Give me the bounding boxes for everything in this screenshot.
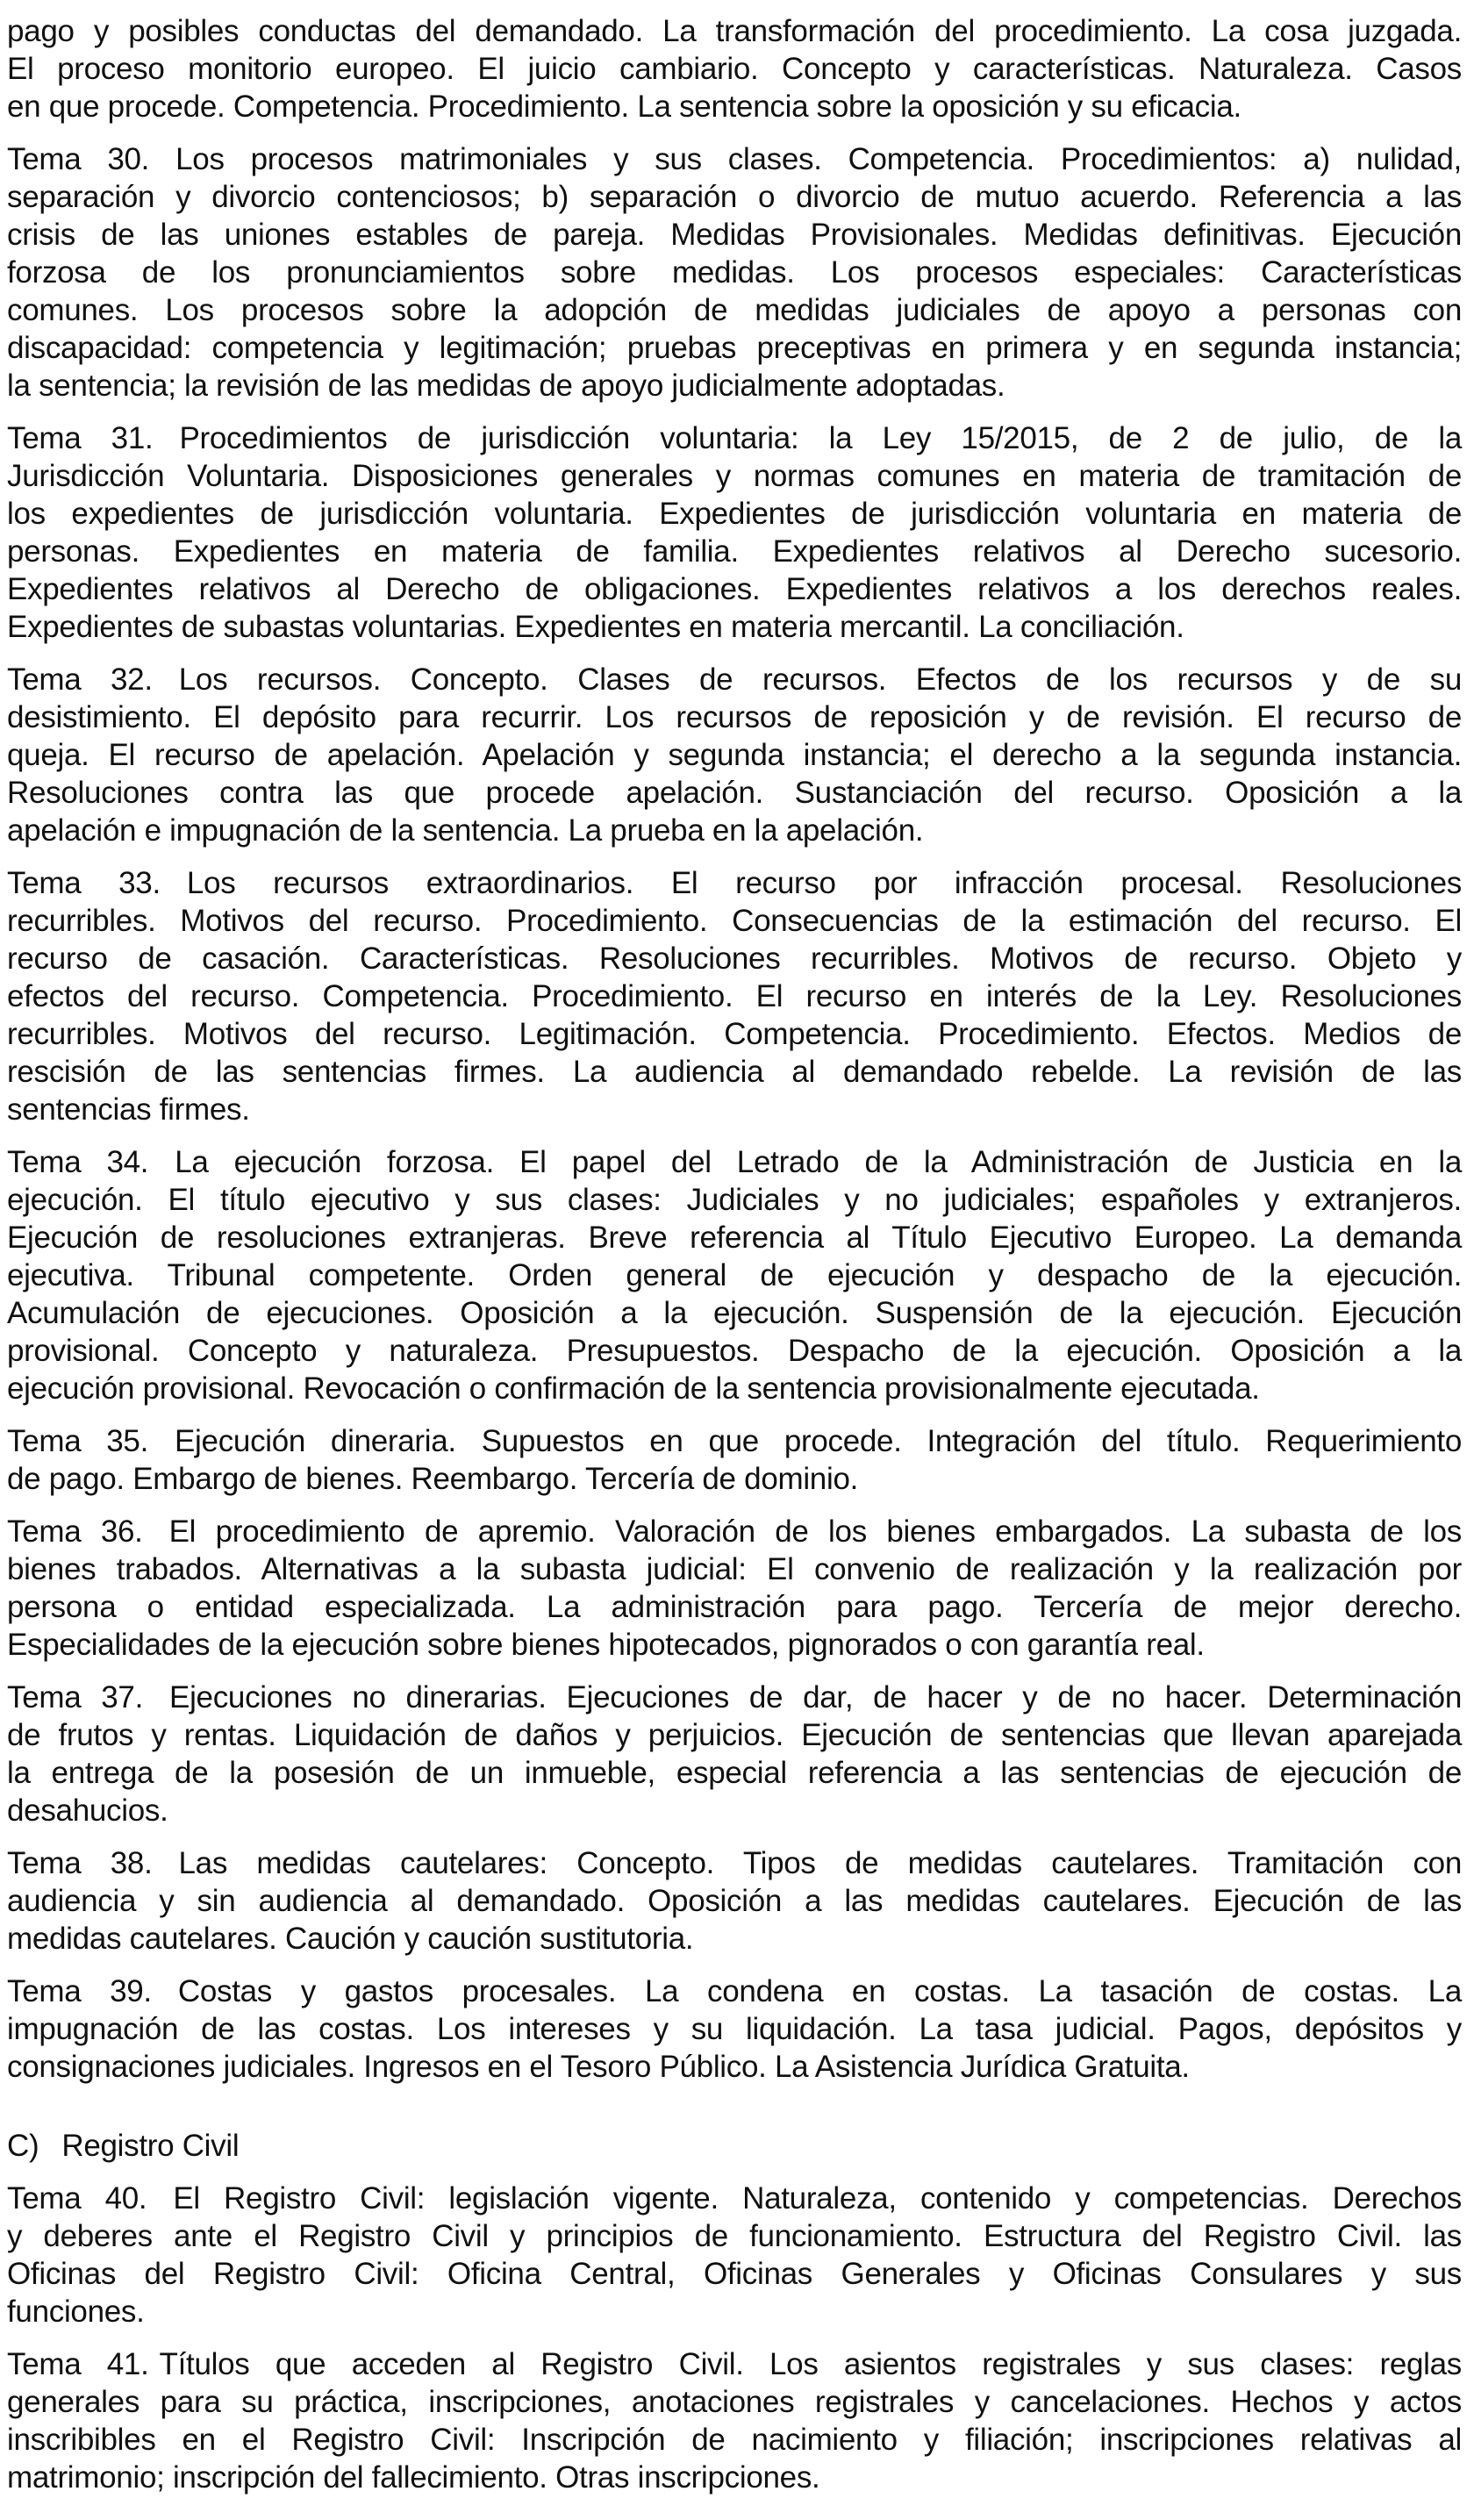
paragraph-tema-39 [7,1972,1462,2086]
tema-label: Tema 32. [7,662,153,697]
tema-first-line-text: Títulos que acceden al Registro Civil. Los asientos registrales y sus clases: reglas [159,2347,1462,2381]
text-line: persona o entidad especializada. La administración para pago. Tercería de mejor derecho. [7,1590,1462,1624]
text-line [7,419,1462,457]
text-line: desahucios. [7,1793,168,1828]
text-line [7,1972,1462,2010]
text-line: forzosa de los pronunciamientos sobre medidas. Los procesos especiales: Características [7,255,1462,290]
text-line: recurribles. Motivos del recurso. Legitimación. Competencia. Procedimiento. Efectos. Medios de [7,1017,1462,1051]
text-line: queja. El recurso de apelación. Apelación y segunda instancia; el derecho a la segunda instancia. [7,738,1462,772]
paragraph-tema-35 [7,1422,1462,1498]
text-line [7,1143,1462,1181]
paragraph-tema-38 [7,1844,1462,1958]
text-line: la entrega de la posesión de un inmueble, especial referencia a las sentencias de ejecución de [7,1756,1462,1790]
text-line: en que procede. Competencia. Procedimiento. La sentencia sobre la oposición y su eficacia. [7,89,1241,124]
text-line: discapacidad: competencia y legitimación; pruebas preceptivas en primera y en segunda instancia; [7,331,1462,365]
section-letter: C) [7,2129,39,2163]
paragraph-continuation [7,12,1462,125]
text-line: bienes trabados. Alternativas a la subasta judicial: El convenio de realización y la realización por [7,1552,1462,1586]
tema-label: Tema 31. [7,421,154,455]
text-line: apelación e impugnación de la sentencia. La prueba en la apelación. [7,813,924,848]
text-line: ejecución. El título ejecutivo y sus clases: Judiciales y no judiciales; españoles y extranjeros. [7,1183,1462,1217]
text-line: Especialidades de la ejecución sobre bienes hipotecados, pignorados o con garantía real. [7,1628,1205,1662]
tema-first-line-text: Los procesos matrimoniales y sus clases. Competencia. Procedimientos: a) nulidad, [175,142,1462,176]
text-line: la sentencia; la revisión de las medidas de apoyo judicialmente adoptadas. [7,369,1005,403]
text-line [7,1844,1462,1882]
text-line: audiencia y sin audiencia al demandado. Oposición a las medidas cautelares. Ejecución de las [7,1884,1462,1918]
text-line: Expedientes de subastas voluntarias. Expedientes en materia mercantil. La conciliación. [7,610,1184,644]
text-line: de frutos y rentas. Liquidación de daños y perjuicios. Ejecución de sentencias que llevan aparejada [7,1718,1462,1752]
text-line [7,661,1462,698]
text-line: Acumulación de ejecuciones. Oposición a la ejecución. Suspensión de la ejecución. Ejecución [7,1296,1462,1330]
paragraph-tema-30 [7,140,1462,404]
text-line: separación y divorcio contenciosos; b) separación o divorcio de mutuo acuerdo. Referencia a las [7,180,1462,214]
text-line: matrimonio; inscripción del fallecimiento. Otras inscripciones. [7,2460,820,2495]
tema-label: Tema 33. [7,866,161,900]
text-line: Jurisdicción Voluntaria. Disposiciones generales y normas comunes en materia de tramitación de [7,459,1462,493]
paragraph-tema-37 [7,1679,1462,1829]
tema-first-line-text: Ejecuciones no dinerarias. Ejecuciones de dar, de hacer y de no hacer. Determinación [169,1680,1462,1715]
text-line: Ejecución de resoluciones extranjeras. Breve referencia al Título Ejecutivo Europeo. La demanda [7,1221,1462,1255]
tema-first-line-text: La ejecución forzosa. El papel del Letrado de la Administración de Justicia en la [175,1145,1462,1179]
tema-first-line-text: Los recursos extraordinarios. El recurso por infracción procesal. Resoluciones [186,866,1462,900]
text-line: sentencias firmes. [7,1092,250,1127]
tema-label: Tema 37. [7,1680,144,1715]
text-line [7,2345,1462,2383]
text-line [7,2180,1462,2217]
text-line: recurso de casación. Características. Resoluciones recurribles. Motivos de recurso. Objeto y [7,941,1462,976]
paragraph-tema-41 [7,2345,1462,2496]
text-line: desistimiento. El depósito para recurrir. Los recursos de reposición y de revisión. El recurso de [7,700,1462,734]
text-line: generales para su práctica, inscripciones, anotaciones registrales y cancelaciones. Hechos y actos [7,2385,1462,2419]
paragraph-tema-34 [7,1143,1462,1407]
text-line: recurribles. Motivos del recurso. Procedimiento. Consecuencias de la estimación del recurso. El [7,904,1462,938]
text-line: crisis de las uniones estables de pareja. Medidas Provisionales. Medidas definitivas. Ejecución [7,218,1462,252]
text-line: ejecución provisional. Revocación o confirmación de la sentencia provisionalmente ejecutada. [7,1371,1260,1406]
paragraph-tema-40 [7,2180,1462,2330]
text-line: consignaciones judiciales. Ingresos en el Tesoro Público. La Asistencia Jurídica Gratuita. [7,2050,1190,2084]
text-line: pago y posibles conductas del demandado. La transformación del procedimiento. La cosa juzgada. [7,14,1462,48]
text-line [7,1513,1462,1550]
text-line: inscribibles en el Registro Civil: Inscripción de nacimiento y filiación; inscripciones relativas al [7,2423,1462,2457]
text-line: de pago. Embargo de bienes. Reembargo. Tercería de dominio. [7,1462,859,1496]
text-line: ejecutiva. Tribunal competente. Orden general de ejecución y despacho de la ejecución. [7,1258,1462,1292]
tema-label: Tema 36. [7,1514,143,1549]
text-line: los expedientes de jurisdicción voluntaria. Expedientes de jurisdicción voluntaria en materia de [7,497,1462,531]
tema-first-line-text: Costas y gastos procesales. La condena en costas. La tasación de costas. La [177,1974,1462,2008]
text-line: Expedientes relativos al Derecho de obligaciones. Expedientes relativos a los derechos reales. [7,572,1462,606]
text-line: comunes. Los procesos sobre la adopción de medidas judiciales de apoyo a personas con [7,293,1462,327]
text-line: rescisión de las sentencias firmes. La audiencia al demandado rebelde. La revisión de las [7,1055,1462,1089]
paragraph-tema-32 [7,661,1462,849]
paragraph-tema-33 [7,864,1462,1128]
section-title: Registro Civil [61,2129,240,2163]
text-line [7,1422,1462,1460]
tema-first-line-text: Procedimientos de jurisdicción voluntaria: la Ley 15/2015, de 2 de julio, de la [179,421,1462,455]
paragraph-tema-36 [7,1513,1462,1664]
tema-label: Tema 39. [7,1974,152,2008]
tema-label: Tema 35. [7,1424,149,1458]
paragraph-tema-31 [7,419,1462,646]
text-line: El proceso monitorio europeo. El juicio cambiario. Concepto y características. Naturaleza. Casos [7,52,1462,86]
text-line: Oficinas del Registro Civil: Oficina Central, Oficinas Generales y Oficinas Consulares y sus [7,2257,1462,2291]
section-heading-registro-civil [7,2127,1462,2165]
text-line: efectos del recurso. Competencia. Procedimiento. El recurso en interés de la Ley. Resoluciones [7,979,1462,1013]
text-line [7,140,1462,178]
text-line: provisional. Concepto y naturaleza. Presupuestos. Despacho de la ejecución. Oposición a la [7,1334,1462,1368]
text-line: medidas cautelares. Caución y caución sustitutoria. [7,1922,694,1956]
text-line: Resoluciones contra las que procede apelación. Sustanciación del recurso. Oposición a la [7,776,1462,810]
tema-first-line-text: El procedimiento de apremio. Valoración de los bienes embargados. La subasta de los [168,1514,1462,1549]
tema-first-line-text: Las medidas cautelares: Concepto. Tipos de medidas cautelares. Tramitación con [178,1846,1462,1880]
tema-first-line-text: El Registro Civil: legislación vigente. Naturaleza, contenido y competencias. Derechos [173,2181,1462,2216]
tema-first-line-text: Ejecución dineraria. Supuestos en que procede. Integración del título. Requerimiento [175,1424,1462,1458]
text-line: impugnación de las costas. Los intereses y su liquidación. La tasa judicial. Pagos, depósitos y [7,2012,1462,2046]
text-line: y deberes ante el Registro Civil y principios de funcionamiento. Estructura del Registro Civil. las [7,2219,1462,2253]
text-line [7,864,1462,902]
text-line: personas. Expedientes en materia de familia. Expedientes relativos al Derecho sucesorio. [7,534,1462,569]
tema-label: Tema 30. [7,142,150,176]
tema-label: Tema 34. [7,1145,149,1179]
text-line: funciones. [7,2294,145,2329]
text-line [7,1679,1462,1716]
tema-first-line-text: Los recursos. Concepto. Clases de recursos. Efectos de los recursos y de su [178,662,1462,697]
tema-label: Tema 38. [7,1846,153,1880]
tema-label: Tema 40. [7,2181,147,2216]
tema-label: Tema 41. [7,2347,149,2381]
